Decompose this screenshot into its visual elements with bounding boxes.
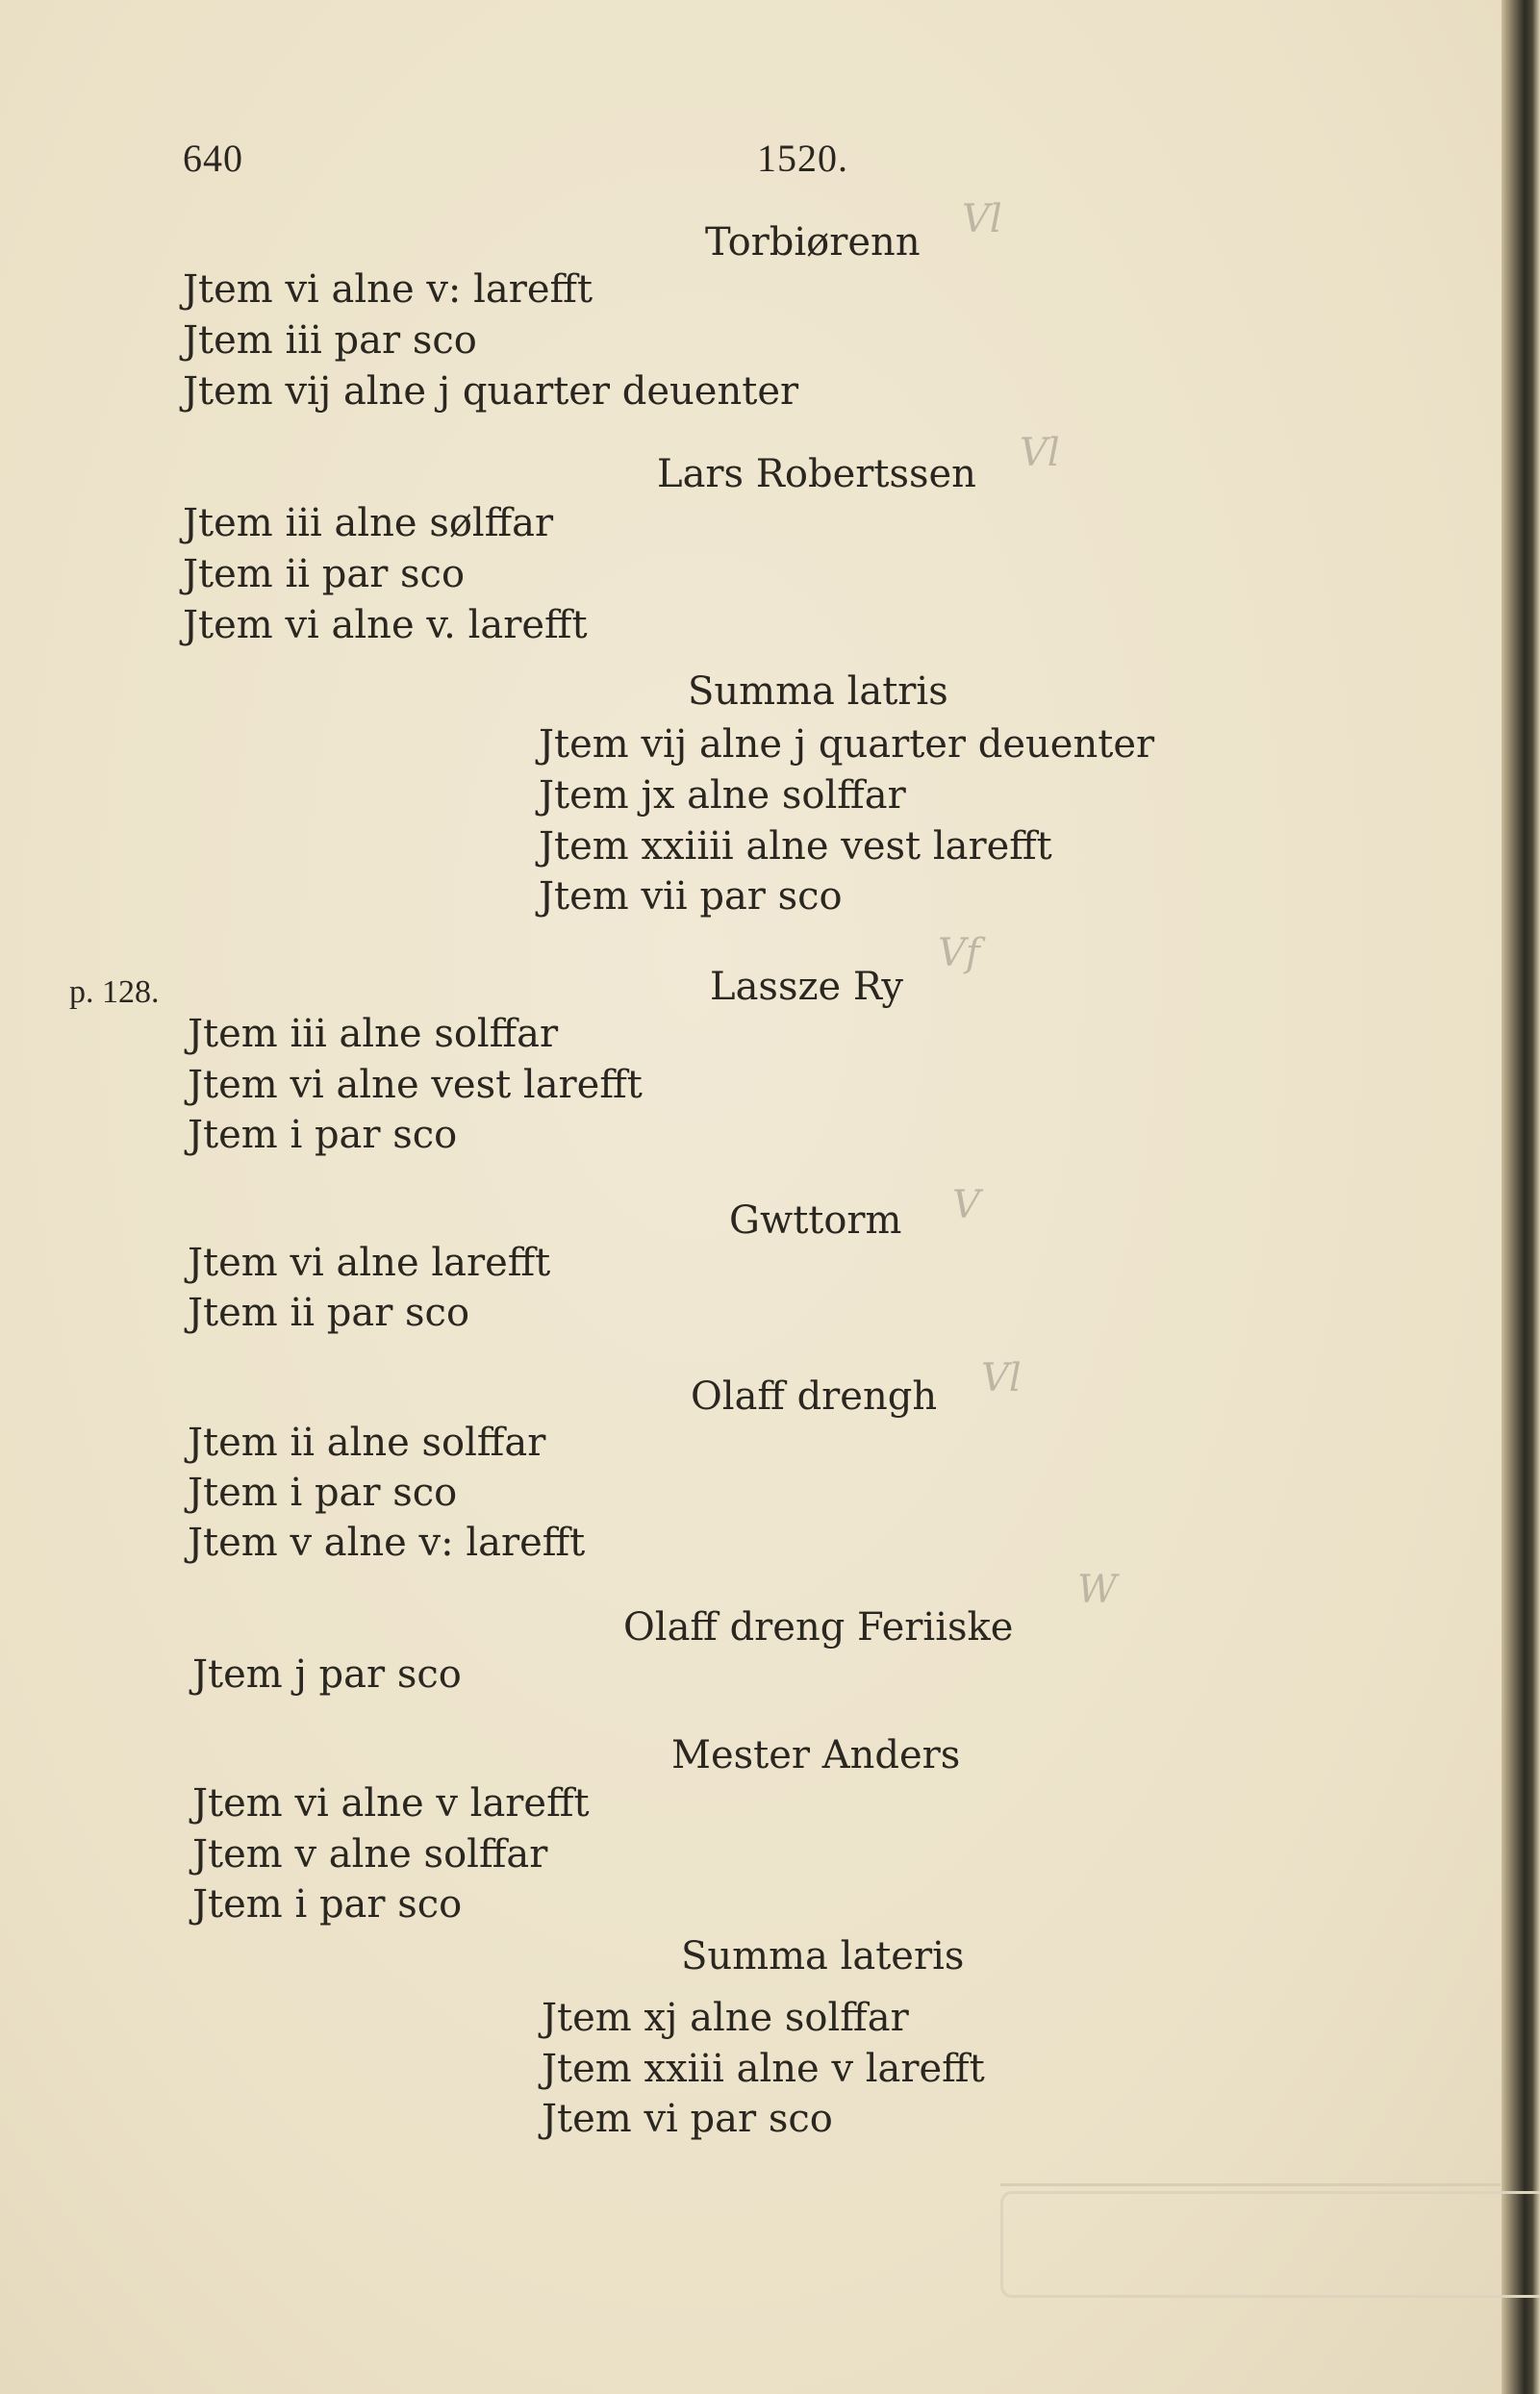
item-word: Jtem [183, 267, 273, 312]
entry-heading: Summa latris [688, 669, 948, 714]
item-description: vi alne vest larefft [290, 1063, 643, 1107]
item-description: vij alne j quarter deuenter [641, 722, 1155, 767]
item-description: ii alne solffar [290, 1421, 546, 1465]
ledger-line [183, 501, 554, 545]
item-word: Jtem [539, 824, 629, 869]
ledger-line [539, 722, 1155, 767]
item-word: Jtem [192, 1832, 283, 1877]
check-mark-icon: Vl [1020, 431, 1060, 475]
item-word: Jtem [542, 1996, 632, 2040]
entry-heading: Olaff drengh [691, 1374, 938, 1419]
item-word: Jtem [183, 603, 273, 647]
ledger-line [539, 824, 1052, 869]
ledger-line [192, 1832, 548, 1877]
page-number: 640 [183, 137, 243, 180]
check-mark-icon: Vl [962, 197, 1002, 241]
binding-shadow-frame [1000, 2191, 1540, 2298]
check-mark-icon: Vf [938, 931, 980, 975]
item-description: iii alne sølffar [285, 501, 554, 545]
item-word: Jtem [539, 722, 629, 767]
item-word: Jtem [183, 369, 273, 414]
ledger-line [192, 1781, 590, 1826]
entry-heading: Mester Anders [671, 1733, 961, 1777]
ledger-line [188, 1063, 643, 1107]
item-description: v alne solffar [294, 1832, 548, 1877]
ledger-line [188, 1421, 546, 1465]
ledger-line [539, 773, 906, 818]
item-word: Jtem [192, 1882, 283, 1927]
item-description: iii par sco [285, 318, 477, 363]
ledger-line [188, 1521, 586, 1565]
item-word: Jtem [539, 874, 629, 919]
item-word: Jtem [188, 1241, 278, 1285]
check-mark-icon: V [952, 1183, 980, 1227]
ledger-line [542, 2097, 833, 2141]
item-description: iii alne solffar [290, 1012, 559, 1056]
item-word: Jtem [183, 501, 273, 545]
item-description: xj alne solffar [644, 1996, 909, 2040]
item-word: Jtem [188, 1063, 278, 1107]
item-description: i par sco [294, 1882, 463, 1927]
entry-heading: Lars Robertssen [657, 452, 976, 496]
binding-edge-line [1000, 2183, 1501, 2186]
book-spine [1502, 0, 1540, 2394]
ledger-line [192, 1882, 463, 1927]
ledger-line [183, 552, 466, 596]
check-mark-icon: Vl [981, 1356, 1022, 1400]
item-description: vij alne j quarter deuenter [285, 369, 799, 414]
entry-heading: Lassze Ry [710, 965, 903, 1009]
ledger-line [188, 1012, 559, 1056]
item-word: Jtem [188, 1012, 278, 1056]
item-word: Jtem [188, 1113, 278, 1157]
margin-page-reference: p. 128. [69, 974, 160, 1010]
item-word: Jtem [188, 1521, 278, 1565]
entry-heading: Olaff dreng Feriiske [623, 1605, 1014, 1650]
ledger-line [183, 603, 588, 647]
item-description: xxiii alne v larefft [644, 2047, 985, 2091]
entry-heading: Gwttorm [729, 1198, 902, 1243]
ledger-line [183, 369, 799, 414]
item-description: j par sco [294, 1652, 462, 1697]
entry-heading: Summa lateris [681, 1934, 965, 1978]
ledger-line [183, 267, 593, 312]
ledger-line [192, 1652, 462, 1697]
item-description: jx alne solffar [641, 773, 906, 818]
item-word: Jtem [183, 318, 273, 363]
item-description: vi alne v. larefft [285, 603, 588, 647]
item-description: vi alne v: larefft [285, 267, 593, 312]
ledger-line [188, 1241, 551, 1285]
item-word: Jtem [542, 2097, 632, 2141]
item-description: ii par sco [290, 1291, 470, 1335]
item-word: Jtem [183, 552, 273, 596]
item-description: i par sco [290, 1113, 458, 1157]
page-year: 1520. [757, 137, 848, 180]
item-description: vi par sco [644, 2097, 833, 2141]
item-description: xxiiii alne vest larefft [641, 824, 1052, 869]
ledger-line [183, 318, 477, 363]
item-description: vi alne larefft [290, 1241, 551, 1285]
item-word: Jtem [192, 1652, 283, 1697]
ledger-line [188, 1471, 458, 1515]
ledger-line [542, 2047, 985, 2091]
entry-heading: Torbiørenn [705, 220, 921, 265]
check-mark-icon: W [1077, 1568, 1118, 1612]
ledger-line [542, 1996, 909, 2040]
item-word: Jtem [188, 1471, 278, 1515]
item-word: Jtem [188, 1421, 278, 1465]
item-word: Jtem [192, 1781, 283, 1826]
item-description: i par sco [290, 1471, 458, 1515]
item-word: Jtem [542, 2047, 632, 2091]
ledger-line [539, 874, 843, 919]
item-description: v alne v: larefft [290, 1521, 586, 1565]
ledger-line [188, 1291, 470, 1335]
item-word: Jtem [188, 1291, 278, 1335]
item-description: vi alne v larefft [294, 1781, 590, 1826]
ledger-line [188, 1113, 458, 1157]
item-word: Jtem [539, 773, 629, 818]
item-description: ii par sco [285, 552, 466, 596]
item-description: vii par sco [641, 874, 843, 919]
